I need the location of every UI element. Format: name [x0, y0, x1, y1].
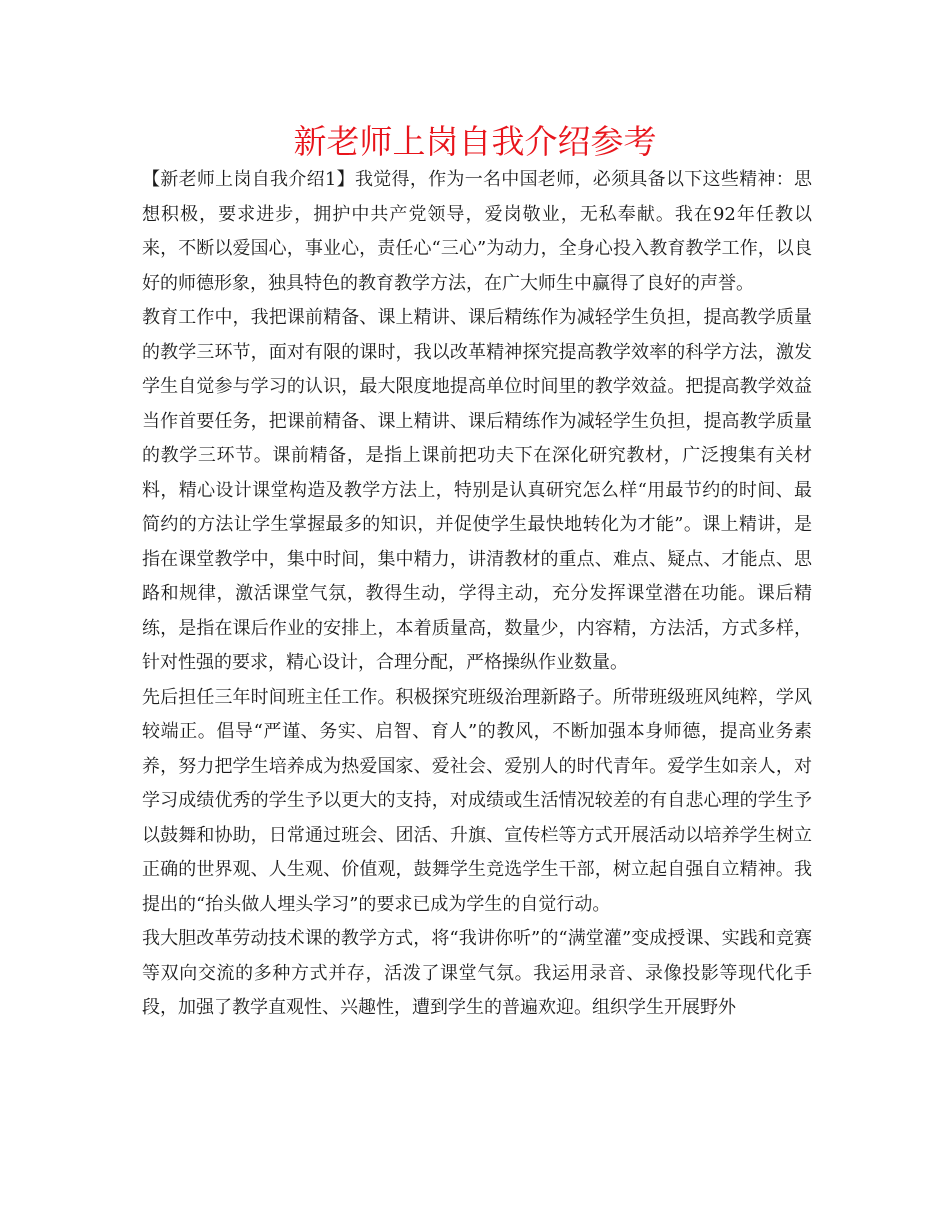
paragraph: 先后担任三年时间班主任工作。积极探究班级治理新路子。所带班级班风纯粹，学风较端正。倡导“严谨、务实、启智、育人”的教风，不断加强本身师德，提高业务素养，努力把学生培养成为热爱国家、爱社会、爱别人的时代青年。爱学生如亲人，对学习成绩优秀的学生予以更大的支持，对成绩或生活情况较差的有自悲心理的学生予以鼓舞和协助，日常通过班会、团活、升旗、宣传栏等方式开展活动以培养学生树立正确的世界观、人生观、价值观，鼓舞学生竞选学生干部，树立起自强自立精神。我提出的“抬头做人埋头学习”的要求已成为学生的自觉行动。	[142, 686, 812, 915]
document-title: 新老师上岗自我介绍参考	[293, 122, 657, 161]
paragraph: 教育工作中，我把课前精备、课上精讲、课后精练作为减轻学生负担，提高教学质量的教学三环节，面对有限的课时，我以改革精神探究提高教学效率的科学方法，激发学生自觉参与学习的认识，最大限度地提高单位时间里的教学效益。把提高教学效益当作首要任务，把课前精备、课上精讲、课后精练作为减轻学生负担，提高教学质量的教学三环节。课前精备，是指上课前把功夫下在深化研究教材，广泛搜集有关材料，精心设计课堂构造及教学方法上，特别是认真研究怎么样“用最节约的时间、最简约的方法让学生掌握最多的知识，并促使学生最快地转化为才能”。课上精讲，是指在课堂教学中，集中时间，集中精力，讲清教材的重点、难点、疑点、才能点、思路和规律，激活课堂气氛，教得生动，学得主动，充分发挥课堂潜在功能。课后精练，是指在课后作业的安排上，本着质量高，数量少，内容精，方法活，方式多样，针对性强的要求，精心设计，合理分配，严格操纵作业数量。	[142, 307, 812, 673]
document-body	[142, 163, 812, 1026]
paragraph: 我大胆改革劳动技术课的教学方式，将“我讲你听”的“满堂灌”变成授课、实践和竞赛等双向交流的多种方式并存，活泼了课堂气氛。我运用录音、录像投影等现代化手段，加强了教学直观性、兴趣性，遭到学生的普遍欢迎。组织学生开展野外	[142, 928, 812, 1018]
paragraph: 【新老师上岗自我介绍1】我觉得，作为一名中国老师，必须具备以下这些精神：思想积极，要求进步，拥护中共产党领导，爱岗敬业，无私奉献。我在92年任教以来，不断以爱国心，事业心，责任心“三心”为动力，全身心投入教育教学工作，以良好的师德形象，独具特色的教育教学方法，在广大师生中赢得了良好的声誉。	[142, 169, 812, 294]
